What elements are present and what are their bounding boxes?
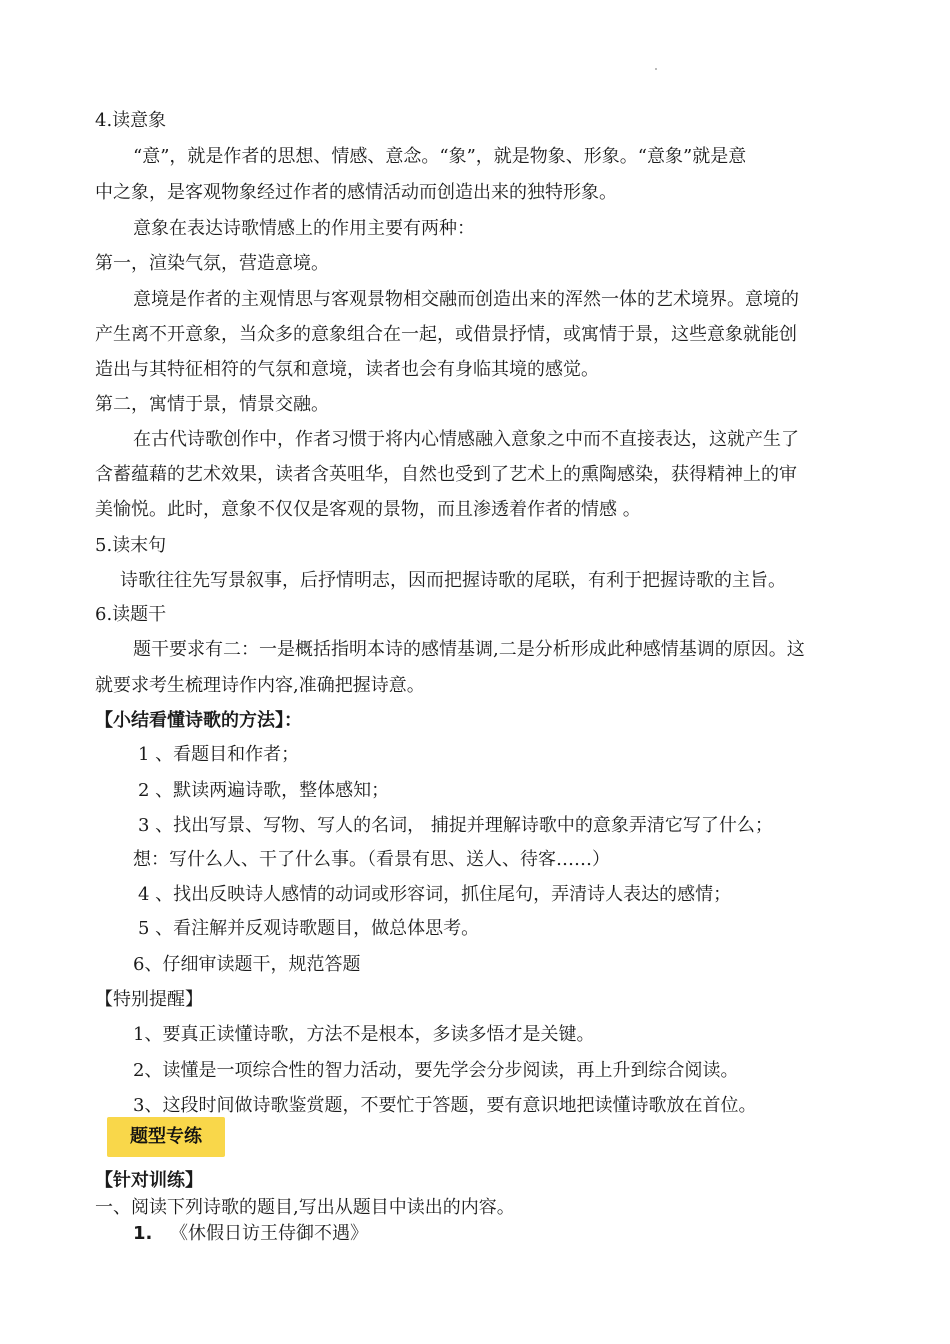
scan-dot — [655, 68, 657, 70]
reminder-item-2: 2、读懂是一项综合性的智力活动，要先学会分步阅读，再上升到综合阅读。 — [133, 1060, 739, 1081]
paragraph-yixiang-1: “意”，就是作者的思想、情感、意念。“象”，就是物象、形象。“意象”就是意 — [133, 146, 747, 167]
paragraph-yijing-1: 意境是作者的主观情思与客观景物相交融而创造出来的浑然一体的艺术境界。意境的 — [133, 289, 799, 310]
paragraph-tigan-2: 就要求考生梳理诗作内容,准确把握诗意。 — [95, 675, 425, 696]
question-title-1: 《休假日访王侍御不遇》 — [170, 1223, 368, 1244]
heading-4: 4.读意象 — [95, 110, 167, 131]
summary-item-4: 4 、找出反映诗人感情的动词或形容词，抓住尾句，弄清诗人表达的感情； — [138, 884, 732, 905]
summary-item-5: 5 、看注解并反观诗歌题目，做总体思考。 — [138, 918, 480, 939]
summary-item-3-continued: 想：写什么人、干了什么事。（看景有思、送人、待客……） — [133, 849, 610, 870]
summary-heading: 【小结看懂诗歌的方法】： — [95, 710, 302, 731]
reminder-item-1: 1、要真正读懂诗歌，方法不是根本，多读多悟才是关键。 — [133, 1024, 595, 1045]
reminder-heading: 【特别提醒】 — [95, 989, 203, 1010]
heading-5: 5.读末句 — [95, 535, 167, 556]
paragraph-yixiang-2: 中之象，是客观物象经过作者的感情活动而创造出来的独特形象。 — [95, 182, 617, 203]
summary-item-2: 2 、默读两遍诗歌，整体感知； — [138, 780, 390, 801]
heading-6: 6.读题干 — [95, 604, 167, 625]
paragraph-moju: 诗歌往往先写景叙事，后抒情明志，因而把握诗歌的尾联，有利于把握诗歌的主旨。 — [120, 570, 786, 591]
paragraph-qingjing-1: 在古代诗歌创作中，作者习惯于将内心情感融入意象之中而不直接表达，这就产生了 — [133, 429, 799, 450]
question-number-1: 1. — [133, 1223, 153, 1244]
summary-item-6: 6、仔细审读题干，规范答题 — [133, 954, 361, 975]
section-badge: 题型专练 — [107, 1117, 225, 1157]
paragraph-tigan-1: 题干要求有二：一是概括指明本诗的感情基调,二是分析形成此种感情基调的原因。这 — [133, 639, 805, 660]
summary-item-1: 1 、看题目和作者； — [138, 744, 300, 765]
paragraph-yijing-2: 产生离不开意象，当众多的意象组合在一起，或借景抒情，或寓情于景，这些意象就能创 — [95, 324, 797, 345]
exercise-intro: 一、阅读下列诗歌的题目,写出从题目中读出的内容。 — [95, 1197, 515, 1218]
point-first: 第一，渲染气氛，营造意境。 — [95, 253, 329, 274]
summary-item-3: 3 、找出写景、写物、写人的名词， 捕捉并理解诗歌中的意象弄清它写了什么； — [138, 815, 773, 836]
paragraph-yijing-3: 造出与其特征相符的气氛和意境，读者也会有身临其境的感觉。 — [95, 359, 599, 380]
paragraph-qingjing-2: 含蓄蕴藉的艺术效果，读者含英咀华，自然也受到了艺术上的熏陶感染，获得精神上的审 — [95, 464, 797, 485]
training-heading: 【针对训练】 — [95, 1170, 203, 1191]
paragraph-qingjing-3: 美愉悦。此时，意象不仅仅是客观的景物，而且渗透着作者的情感 。 — [95, 499, 641, 520]
paragraph-role: 意象在表达诗歌情感上的作用主要有两种： — [133, 218, 475, 239]
reminder-item-3: 3、这段时间做诗歌鉴赏题，不要忙于答题，要有意识地把读懂诗歌放在首位。 — [133, 1095, 757, 1116]
point-second: 第二，寓情于景，情景交融。 — [95, 394, 329, 415]
